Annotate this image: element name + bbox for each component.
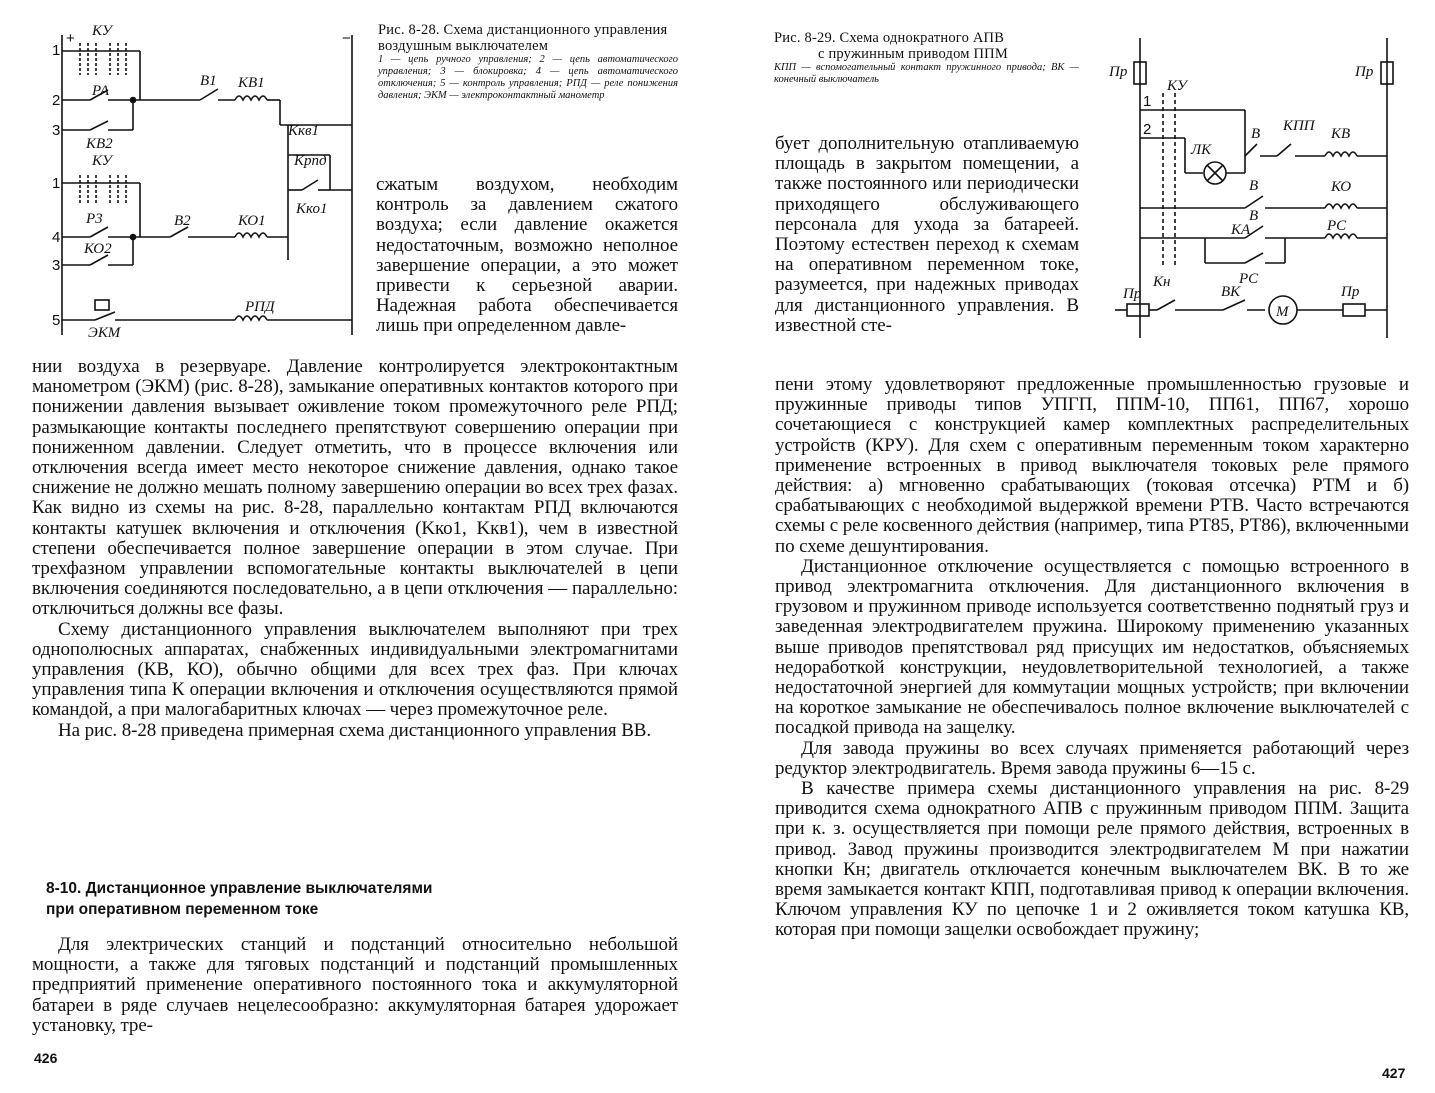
label-krpd: Kрпд — [294, 153, 327, 169]
label-r3: Р3 — [86, 211, 103, 227]
figure-legend: КПП — вспомогательный контакт пружинного привода; ВК — конечный выключатель — [774, 62, 1079, 85]
body-text-beside-figure — [775, 134, 1079, 336]
paragraph: бует дополнительную отапливаемую площадь в закрытом помещении, а также постоянного или периодически приходящего обслуживающего персонала для ухода за батареей. Поэтому естествен переход к схемам на оперативном переменном токе, разумеется, при надежных приводах для дистанционного управления. В известной сте- — [775, 133, 1079, 336]
label-row-1b: 1 — [52, 175, 61, 192]
label-row-2: 2 — [1143, 121, 1152, 138]
label-kko1: Kко1 — [296, 201, 328, 217]
figure-title: с пружинным приводом ППМ — [818, 46, 1008, 62]
heading-line: 8-10. Дистанционное управление выключателями — [46, 880, 433, 897]
paragraph: Дистанционное отключение осуществляется с помощью встроенного в привод электромагнита отключения. Для дистанционного включения в грузовом и пружинном приводе используется соответственно поднятый груз и заведенная электродвигателем пружина. Широкому применению указанных выше приводов препятствовал ряд присущих им недостатков, объясняемых недоработкой конструкции, неудовлетворительной технологией, а также недостаточной энергией для коммутации мощных устройств; при включении на короткое замыкание не обеспечивалось полное включение выключателей с посадкой привода на защелку. — [775, 555, 1409, 739]
label-ekm: ЭКМ — [88, 325, 121, 341]
circuit-diagram-8-28 — [40, 15, 370, 345]
label-ko: КО — [1331, 179, 1352, 195]
label-v-top: В — [1251, 126, 1261, 142]
paragraph: Схему дистанционного управления выключателем выполняют при трех однополюсных аппаратах, снабженных индивидуальными электромагнитами управления (КВ, КО), обычно общими для всех трех фаз. При ключах управления типа К операции включения и отключения осуществляются прямой командой, а при малогабаритных ключах — через промежуточное реле. — [32, 618, 678, 721]
label-v2: В2 — [174, 213, 191, 229]
figure-legend: 1 — цепь ручного управления; 2 — цепь автоматического управления; 3 — блокировка; 4 — цепь автоматического отключения; 5 — контроль управления; РПД — реле понижения давления; ЭКМ — электроконтактный манометр — [378, 54, 678, 101]
label-ra: РА — [92, 83, 110, 99]
label-ka: КА — [1231, 222, 1251, 238]
label-pr-left: Пр — [1109, 64, 1128, 80]
label-plus: + — [66, 30, 75, 47]
label-kpp: КПП — [1283, 118, 1315, 134]
label-kv2: КВ2 — [86, 136, 113, 152]
label-rpd: РПД — [245, 299, 275, 315]
label-ko2: КО2 — [84, 241, 112, 257]
label-row-2: 2 — [52, 92, 61, 109]
heading-line: при оперативном переменном токе — [46, 901, 319, 918]
label-kv1: КВ1 — [238, 75, 265, 91]
figure-caption-8-29 — [774, 30, 1079, 86]
label-v1: В1 — [200, 73, 217, 89]
body-text-main — [775, 375, 1409, 941]
left-page — [0, 0, 717, 1093]
figure-title: Рис. 8-29. Схема однократного АПВ — [774, 30, 1005, 46]
label-pr-right: Пр — [1355, 64, 1374, 80]
label-kn: Кн — [1153, 274, 1171, 290]
label-rs-coil: РС — [1327, 218, 1347, 234]
paragraph: В качестве примера схемы дистанционного управления на рис. 8-29 приводится схема однократного АПВ с пружинным приводом ППМ. Защита при к. з. осуществляется при помощи реле прямого действия, встроенных в привод. Завод пружины производится электродвигателем М при нажатии кнопки Кн; двигатель отключается конечным выключателем ВК. В то же время замыкается контакт КПП, подготавливая привод к операции включения. Ключом управления КУ по цепочке 1 и 2 оживляется током катушка КВ, которая при помощи защелки освобождает пружину; — [775, 778, 1409, 941]
label-vk: ВК — [1221, 284, 1241, 300]
paragraph: сжатым воздухом, необходим контроль за давлением сжатого воздуха; если давление окажется недостаточным, возможно неполное завершение операции, а это может привести к серьезной аварии. Надежная работа обеспечивается лишь при определенном давле- — [376, 174, 678, 337]
label-kkv1: Kкв1 — [288, 123, 320, 139]
label-lk: ЛК — [1191, 142, 1212, 158]
figure-caption-8-28 — [378, 22, 678, 102]
paragraph: пени этому удовлетворяют предложенные промышленностью грузовые и пружинные приводы типов УПГП, ППМ-10, ПП61, ПП67, хорошо сочетающиеся с конструкцией камер комплектных распределительных устройств (КРУ). Для схем с оперативным переменным током характерно применение встроенных в привод выключателя токовых реле прямого действия: а) мгновенно срабатывающих (токовая отсечка) РТМ и б) срабатывающих с необходимой выдержкой времени РТВ. Часто встречаются схемы с реле косвенного действия (например, типа РТ85, РТ86), включенными по схеме дешунтирования. — [775, 374, 1409, 557]
label-row-1a: 1 — [52, 42, 61, 59]
label-motor: М — [1276, 304, 1289, 320]
label-ku-top: КУ — [92, 23, 112, 39]
label-minus: − — [342, 30, 351, 47]
label-ko1: КО1 — [238, 213, 266, 229]
paragraph: нии воздуха в резервуаре. Давление контролируется электроконтактным манометром (ЭКМ) (рис. 8-28), замыкание оперативных контактов которого при понижении давления вызывает оживление током промежуточного реле РПД; размыкающие контакты последнего препятствуют совершению операции при пониженном давлении. Следует отметить, что в процессе включения или отключения всегда имеет место некоторое снижение давления, однако такое снижение не должно мешать полному завершению операции во всех трех фазах. Как видно из схемы на рис. 8-28, параллельно контактам РПД включаются контакты катушек включения и отключения (Kко1, Kкв1), чем в известной степени обеспечивается полное завершение операции в этом случае. При трехфазном управлении вспомогательные контакты выключателей в цепи включения соединяются последовательно, а в цепи отключения — параллельно: отключиться должны все фазы. — [32, 356, 678, 620]
label-row-3a: 3 — [52, 122, 61, 139]
label-rs-contact: РС — [1239, 271, 1259, 287]
section-heading — [46, 878, 666, 920]
label-row-5: 5 — [52, 312, 61, 329]
label-ku: КУ — [1167, 78, 1187, 94]
paragraph: Для электрических станций и подстанций относительно небольшой мощности, а также для тяговых подстанций и подстанций промышленных предприятий применение оперативного постоянного тока и аккумуляторной батареи в ряде случаев нецелесообразно: аккумуляторная батарея удорожает установку, тре- — [32, 934, 678, 1036]
body-text-section — [32, 935, 678, 1036]
label-pr-bottom-left: Пр — [1123, 286, 1142, 302]
paragraph: Для завода пружины во всех случаях применяется работающий через редуктор электродвигатель. Время завода пружины 6—15 с. — [775, 737, 1409, 779]
label-kv: КВ — [1331, 126, 1351, 142]
label-row-3b: 3 — [52, 257, 61, 274]
paragraph: На рис. 8-28 приведена примерная схема дистанционного управления ВВ. — [58, 719, 652, 741]
figure-title: Рис. 8-28. Схема дистанционного управления воздушным выключателем — [378, 22, 668, 54]
label-ku-mid: КУ — [92, 153, 112, 169]
body-text-beside-figure — [376, 175, 678, 337]
page-number: 426 — [34, 1050, 58, 1066]
right-page — [717, 0, 1435, 1093]
label-row-4: 4 — [52, 229, 61, 246]
body-text-main — [32, 357, 678, 741]
label-v-mid: В — [1249, 178, 1259, 194]
label-row-1: 1 — [1143, 93, 1152, 110]
circuit-diagram-8-29 — [1105, 38, 1410, 348]
label-pr-bottom-right: Пр — [1341, 284, 1360, 300]
page-number: 427 — [1382, 1065, 1406, 1081]
label-v-low: В — [1249, 208, 1259, 224]
